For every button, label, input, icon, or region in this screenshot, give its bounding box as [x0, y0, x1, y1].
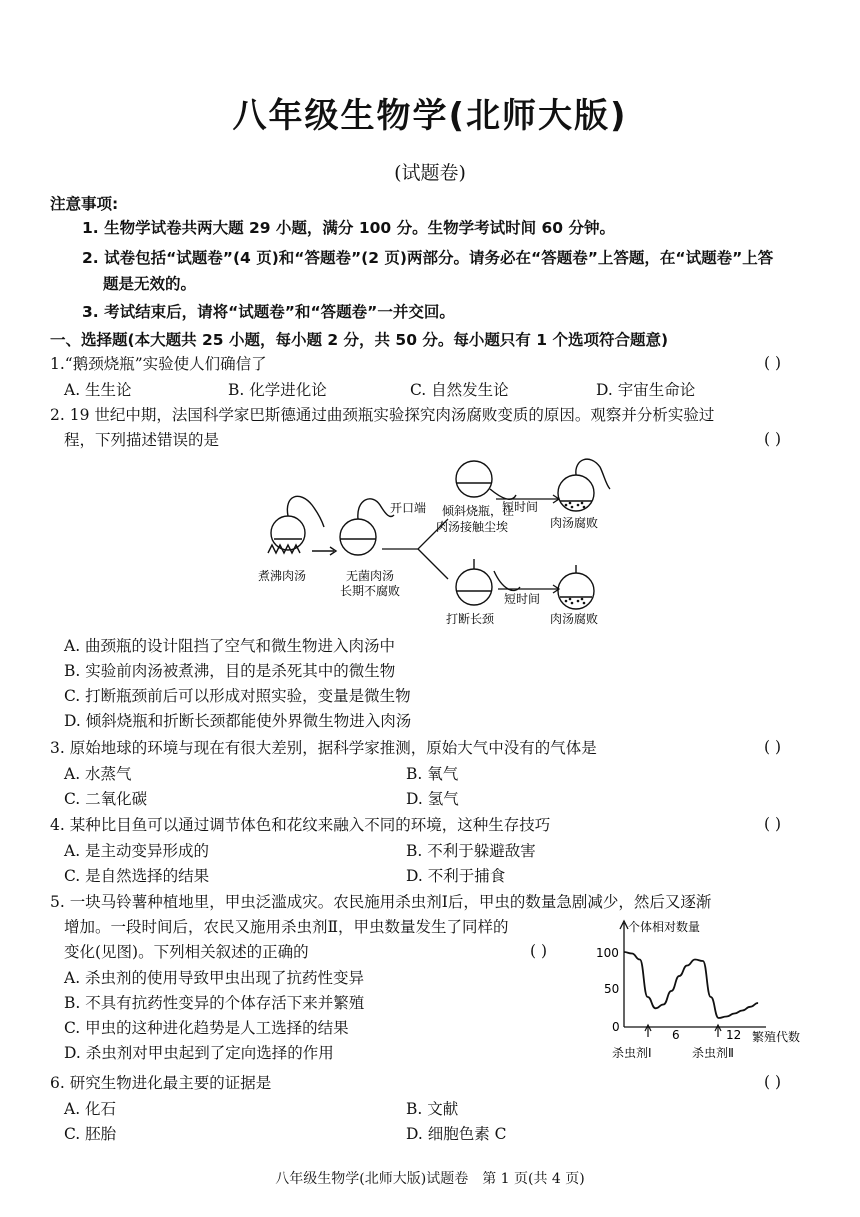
q6-option-d: D. 细胞色素 C — [406, 1125, 507, 1143]
q3-option-d: D. 氢气 — [406, 790, 459, 808]
q6-option-a: A. 化石 — [64, 1100, 117, 1118]
q2-option-a: A. 曲颈瓶的设计阻挡了空气和微生物进入肉汤中 — [64, 637, 396, 655]
y-tick-100: 100 — [596, 946, 619, 960]
q1-option-d: D. 宇宙生命论 — [596, 381, 696, 399]
fig-label-short-time-1: 短时间 — [502, 500, 539, 514]
q5-option-c: C. 甲虫的这种进化趋势是人工选择的结果 — [64, 1019, 349, 1037]
branch-line-down — [418, 549, 448, 579]
x-axis-label: 繁殖代数 — [752, 1030, 801, 1044]
page-footer: 八年级生物学(北师大版)试题卷 第 1 页(共 4 页) — [275, 1171, 585, 1187]
answer-paren: ( ) — [530, 942, 548, 960]
y-tick-0: 0 — [612, 1020, 620, 1034]
q5-stem-line2: 增加。一段时间后，农民又施用杀虫剂Ⅱ，甲虫数量发生了同样的 — [64, 918, 509, 936]
notice-item-3: 3. 考试结束后，请将“试题卷”和“答题卷”一并交回。 — [82, 303, 455, 321]
fig-label-short-time-2: 短时间 — [504, 592, 541, 606]
fig-label-spoiled-2: 肉汤腐败 — [550, 612, 599, 626]
q3-stem: 3. 原始地球的环境与现在有很大差别，据科学家推测，原始大气中没有的气体是 — [50, 739, 597, 757]
q2-stem-line2: 程，下列描述错误的是 — [64, 431, 220, 449]
notice-heading: 注意事项: — [50, 195, 119, 213]
pasteur-experiment-figure — [240, 455, 640, 630]
y-tick-50: 50 — [604, 982, 620, 996]
answer-paren: ( ) — [764, 430, 782, 448]
q3-option-c: C. 二氧化碳 — [64, 790, 148, 808]
fig-label-tilt-2: 肉汤接触尘埃 — [436, 520, 509, 534]
population-series-line — [624, 952, 758, 1018]
x-tick-6: 6 — [672, 1028, 680, 1042]
notice-item-2: 2. 试卷包括“试题卷”(4 页)和“答题卷”(2 页)两部分。请务必在“答题卷”上答题，在“试题卷”上答 — [82, 249, 774, 267]
q6-option-c: C. 胚胎 — [64, 1125, 117, 1143]
page-title: 八年级生物学(北师大版) — [232, 96, 628, 136]
fig-label-spoiled-1: 肉汤腐败 — [550, 516, 599, 530]
q4-option-a: A. 是主动变异形成的 — [64, 842, 210, 860]
q2-option-c: C. 打断瓶颈前后可以形成对照实验，变量是微生物 — [64, 687, 411, 705]
q2-option-b: B. 实验前肉汤被煮沸，目的是杀死其中的微生物 — [64, 662, 396, 680]
answer-paren: ( ) — [764, 354, 782, 372]
q6-stem: 6. 研究生物进化最主要的证据是 — [50, 1074, 272, 1092]
q5-stem-line1: 5. 一块马铃薯种植地里，甲虫泛滥成灾。农民施用杀虫剂Ⅰ后，甲虫的数量急剧减少，然后又逐渐 — [50, 893, 712, 911]
q3-option-b: B. 氧气 — [406, 765, 459, 783]
page-subtitle: (试题卷) — [394, 162, 466, 184]
q1-option-a: A. 生生论 — [64, 381, 132, 399]
q6-option-b: B. 文献 — [406, 1100, 459, 1118]
tilted-flask-icon — [456, 461, 516, 499]
q5-option-a: A. 杀虫剂的使用导致甲虫出现了抗药性变异 — [64, 969, 365, 987]
notice-item-1: 1. 生物学试卷共两大题 29 小题，满分 100 分。生物学考试时间 60 分钟。 — [82, 219, 615, 237]
q5-option-d: D. 杀虫剂对甲虫起到了定向选择的作用 — [64, 1044, 334, 1062]
fig-label-open-end: 开口端 — [390, 501, 427, 515]
sterile-flask-icon — [340, 499, 394, 555]
q5-option-b: B. 不具有抗药性变异的个体存活下来并繁殖 — [64, 994, 365, 1012]
beetle-population-chart — [590, 915, 820, 1065]
answer-paren: ( ) — [764, 815, 782, 833]
y-axis-label: 个体相对数量 — [628, 920, 701, 934]
fig-label-sterile-1: 无菌肉汤 — [346, 569, 395, 583]
q1-stem: 1.“鹅颈烧瓶”实验使人们确信了 — [50, 355, 267, 373]
section-heading: 一、选择题(本大题共 25 小题，每小题 2 分，共 50 分。每小题只有 1 个选项符合题意) — [50, 331, 669, 349]
q4-option-d: D. 不利于捕食 — [406, 867, 506, 885]
q4-option-c: C. 是自然选择的结果 — [64, 867, 210, 885]
answer-paren: ( ) — [764, 1073, 782, 1091]
x-tick-12: 12 — [726, 1028, 742, 1042]
q4-option-b: B. 不利于躲避敌害 — [406, 842, 536, 860]
spoiled-flask-icon — [558, 565, 594, 609]
q1-option-c: C. 自然发生论 — [410, 381, 509, 399]
bacteria-dots-bottom — [565, 598, 586, 605]
fig-label-boil: 煮沸肉汤 — [258, 569, 307, 583]
q4-stem: 4. 某种比目鱼可以通过调节体色和花纹来融入不同的环境，这种生存技巧 — [50, 816, 551, 834]
q3-option-a: A. 水蒸气 — [64, 765, 132, 783]
annotation-insecticide-2: 杀虫剂Ⅱ — [692, 1046, 734, 1060]
notice-item-2-cont: 题是无效的。 — [103, 275, 197, 293]
fig-label-tilt-1: 倾斜烧瓶，让 — [442, 504, 515, 518]
q1-option-b: B. 化学进化论 — [228, 381, 327, 399]
q5-stem-line3: 变化(见图)。下列相关叙述的正确的 — [64, 943, 309, 961]
answer-paren: ( ) — [764, 738, 782, 756]
q2-option-d: D. 倾斜烧瓶和折断长颈都能使外界微生物进入肉汤 — [64, 712, 412, 730]
annotation-insecticide-1: 杀虫剂Ⅰ — [612, 1046, 652, 1060]
boiling-flask-icon — [268, 496, 324, 553]
fig-label-sterile-2: 长期不腐败 — [340, 584, 401, 598]
spoiled-flask-icon — [558, 459, 610, 511]
q2-stem-line1: 2. 19 世纪中期，法国科学家巴斯德通过曲颈瓶实验探究肉汤腐败变质的原因。观察并分析实验过 — [50, 406, 715, 424]
bacteria-dots-top — [565, 502, 586, 509]
fig-label-break-neck: 打断长颈 — [446, 612, 495, 626]
